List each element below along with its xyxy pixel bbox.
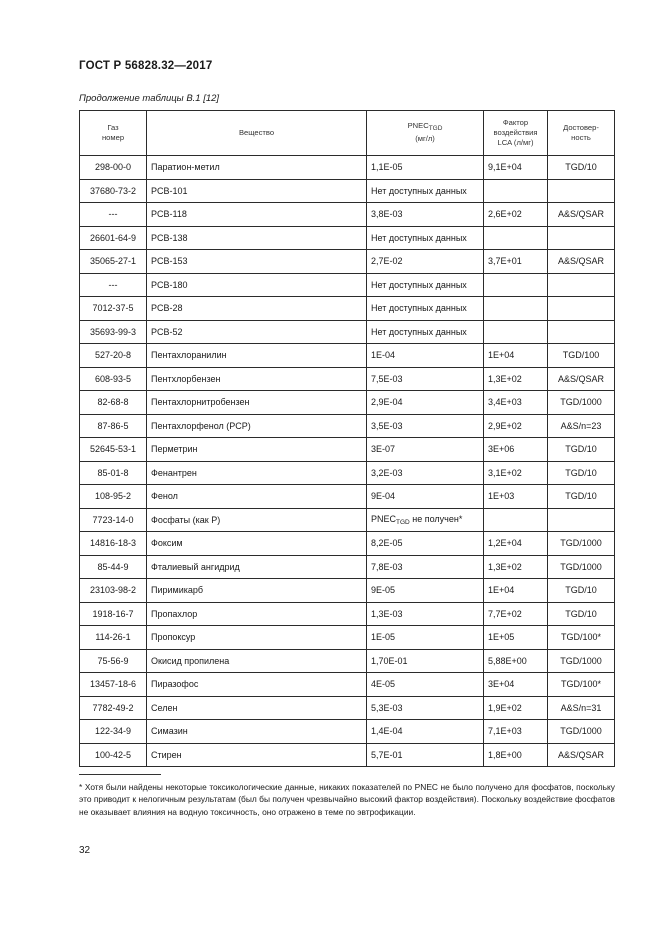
cell-pnec: 1,3E-03 xyxy=(367,602,484,626)
cell-cas: --- xyxy=(80,273,147,297)
cell-reliability: TGD/1000 xyxy=(548,720,615,744)
cell-reliability: TGD/10 xyxy=(548,602,615,626)
table-body xyxy=(80,156,615,767)
cell-pnec: 3,2E-03 xyxy=(367,461,484,485)
header-substance xyxy=(147,111,367,156)
cell-lca xyxy=(484,320,548,344)
cell-cas: 52645-53-1 xyxy=(80,438,147,462)
table-row xyxy=(80,532,615,556)
cell-lca: 1E+03 xyxy=(484,485,548,509)
cell-reliability: TGD/1000 xyxy=(548,555,615,579)
cell-pnec: Нет доступных данных xyxy=(367,226,484,250)
cell-lca: 3E+04 xyxy=(484,673,548,697)
header-lca-line3: LCA (л/мг) xyxy=(497,138,534,148)
table-row xyxy=(80,743,615,767)
cell-substance: Фоксим xyxy=(147,532,367,556)
cell-lca: 7,1E+03 xyxy=(484,720,548,744)
cell-lca xyxy=(484,273,548,297)
cell-lca xyxy=(484,297,548,321)
pnec-label: PNEC xyxy=(371,513,397,524)
cell-cas: 14816-18-3 xyxy=(80,532,147,556)
cell-substance: PCB-28 xyxy=(147,297,367,321)
cell-lca: 9,1E+04 xyxy=(484,156,548,180)
cell-substance: Стирен xyxy=(147,743,367,767)
cell-cas: 75-56-9 xyxy=(80,649,147,673)
table-row xyxy=(80,414,615,438)
cell-lca xyxy=(484,226,548,250)
cell-substance: Паратион-метил xyxy=(147,156,367,180)
cell-substance: PCB-118 xyxy=(147,203,367,227)
cell-pnec: Нет доступных данных xyxy=(367,179,484,203)
cell-cas: 35065-27-1 xyxy=(80,250,147,274)
cell-pnec xyxy=(367,508,484,532)
cell-reliability: TGD/10 xyxy=(548,438,615,462)
cell-pnec: Нет доступных данных xyxy=(367,297,484,321)
cell-cas: 114-26-1 xyxy=(80,626,147,650)
cell-substance: Пропоксур xyxy=(147,626,367,650)
pnec-note: не получен* xyxy=(409,513,463,524)
table-row xyxy=(80,391,615,415)
cell-lca: 1,3E+02 xyxy=(484,555,548,579)
table-row xyxy=(80,179,615,203)
cell-lca xyxy=(484,508,548,532)
header-lca-line1: Фактор xyxy=(502,117,529,127)
cell-cas: --- xyxy=(80,203,147,227)
table-row xyxy=(80,485,615,509)
cell-reliability: A&S/QSAR xyxy=(548,367,615,391)
cell-substance: Фосфаты (как P) xyxy=(147,508,367,532)
cell-lca: 1,2E+04 xyxy=(484,532,548,556)
header-pnec xyxy=(367,111,484,156)
header-cas xyxy=(80,111,147,156)
cell-lca: 3E+06 xyxy=(484,438,548,462)
cell-substance: Пиримикарб xyxy=(147,579,367,603)
cell-pnec: 7,5E-03 xyxy=(367,367,484,391)
header-lca xyxy=(484,111,548,156)
cell-cas: 7012-37-5 xyxy=(80,297,147,321)
cell-cas: 82-68-8 xyxy=(80,391,147,415)
cell-lca: 3,1E+02 xyxy=(484,461,548,485)
cell-pnec: 1E-04 xyxy=(367,344,484,368)
cell-pnec: 1,70E-01 xyxy=(367,649,484,673)
cell-cas: 1918-16-7 xyxy=(80,602,147,626)
cell-pnec: 3,8E-03 xyxy=(367,203,484,227)
cell-pnec: 5,3E-03 xyxy=(367,696,484,720)
cell-substance: Симазин xyxy=(147,720,367,744)
cell-pnec: 2,9E-04 xyxy=(367,391,484,415)
cell-reliability: A&S/QSAR xyxy=(548,743,615,767)
cell-cas: 23103-98-2 xyxy=(80,579,147,603)
cell-substance: Пропахлор xyxy=(147,602,367,626)
cell-cas: 608-93-5 xyxy=(80,367,147,391)
cell-reliability xyxy=(548,179,615,203)
cell-pnec: 5,7E-01 xyxy=(367,743,484,767)
page-number: 32 xyxy=(79,845,91,856)
cell-pnec: Нет доступных данных xyxy=(367,273,484,297)
table-row xyxy=(80,602,615,626)
cell-lca: 1,8E+00 xyxy=(484,743,548,767)
cell-reliability: TGD/10 xyxy=(548,156,615,180)
cell-substance: Пентхлорбензен xyxy=(147,367,367,391)
header-cas-line2: номер xyxy=(101,133,125,142)
document-header: ГОСТ Р 56828.32—2017 xyxy=(79,60,213,72)
cell-cas: 7723-14-0 xyxy=(80,508,147,532)
cell-reliability: A&S/n=23 xyxy=(548,414,615,438)
cell-substance: Селен xyxy=(147,696,367,720)
cell-lca: 5,88E+00 xyxy=(484,649,548,673)
cell-reliability: TGD/100* xyxy=(548,626,615,650)
cell-substance: PCB-153 xyxy=(147,250,367,274)
cell-lca: 3,4E+03 xyxy=(484,391,548,415)
cell-cas: 527-20-8 xyxy=(80,344,147,368)
header-lca-line2: воздействия xyxy=(493,127,538,137)
table-row xyxy=(80,438,615,462)
cell-reliability: TGD/1000 xyxy=(548,649,615,673)
cell-substance: Пиразофос xyxy=(147,673,367,697)
table-row xyxy=(80,696,615,720)
table-row xyxy=(80,273,615,297)
cell-reliability: TGD/100 xyxy=(548,344,615,368)
cell-lca: 2,9E+02 xyxy=(484,414,548,438)
cell-lca xyxy=(484,179,548,203)
table-row xyxy=(80,461,615,485)
cell-reliability: TGD/10 xyxy=(548,461,615,485)
cell-cas: 37680-73-2 xyxy=(80,179,147,203)
cell-substance: PCB-101 xyxy=(147,179,367,203)
header-pnec-label: PNEC xyxy=(407,121,429,131)
table-row xyxy=(80,226,615,250)
data-table xyxy=(79,110,615,767)
pnec-subscript: TGD xyxy=(396,518,410,526)
header-reliability xyxy=(548,111,615,156)
cell-cas: 85-44-9 xyxy=(80,555,147,579)
table-row xyxy=(80,649,615,673)
table-row xyxy=(80,344,615,368)
table-row xyxy=(80,297,615,321)
table-row xyxy=(80,579,615,603)
table-row xyxy=(80,626,615,650)
cell-substance: Пентахлорфенол (PCP) xyxy=(147,414,367,438)
cell-substance: Фенантрен xyxy=(147,461,367,485)
cell-reliability: A&S/QSAR xyxy=(548,250,615,274)
cell-pnec: 2,7E-02 xyxy=(367,250,484,274)
cell-substance: Фталиевый ангидрид xyxy=(147,555,367,579)
cell-pnec: 8,2E-05 xyxy=(367,532,484,556)
cell-reliability: TGD/10 xyxy=(548,485,615,509)
cell-pnec: 9E-04 xyxy=(367,485,484,509)
cell-reliability: A&S/n=31 xyxy=(548,696,615,720)
cell-reliability xyxy=(548,273,615,297)
cell-reliability: A&S/QSAR xyxy=(548,203,615,227)
cell-substance: PCB-138 xyxy=(147,226,367,250)
cell-pnec: 1E-05 xyxy=(367,626,484,650)
table-row xyxy=(80,367,615,391)
footnote-divider xyxy=(79,774,161,775)
cell-lca: 3,7E+01 xyxy=(484,250,548,274)
cell-substance: Пентахлорнитробензен xyxy=(147,391,367,415)
cell-reliability xyxy=(548,508,615,532)
table-row xyxy=(80,203,615,227)
header-pnec-sub: TGD xyxy=(428,125,443,133)
cell-substance: Пентахлоранилин xyxy=(147,344,367,368)
header-rel-line2: ность xyxy=(571,133,591,142)
cell-pnec: 1,1E-05 xyxy=(367,156,484,180)
cell-cas: 298-00-0 xyxy=(80,156,147,180)
cell-reliability: TGD/100* xyxy=(548,673,615,697)
cell-substance: PCB-52 xyxy=(147,320,367,344)
table-caption: Продолжение таблицы В.1 [12] xyxy=(79,93,220,104)
cell-lca: 7,7E+02 xyxy=(484,602,548,626)
cell-pnec: 9E-05 xyxy=(367,579,484,603)
table-row xyxy=(80,320,615,344)
cell-reliability: TGD/1000 xyxy=(548,391,615,415)
table-row xyxy=(80,720,615,744)
cell-cas: 85-01-8 xyxy=(80,461,147,485)
cell-pnec: 3,5E-03 xyxy=(367,414,484,438)
cell-reliability xyxy=(548,297,615,321)
header-substance-label: Вещество xyxy=(238,127,275,137)
cell-substance: Фенол xyxy=(147,485,367,509)
cell-pnec: Нет доступных данных xyxy=(367,320,484,344)
table-header-row xyxy=(80,111,615,156)
cell-reliability: TGD/10 xyxy=(548,579,615,603)
cell-substance: Перметрин xyxy=(147,438,367,462)
cell-reliability xyxy=(548,226,615,250)
table-row xyxy=(80,250,615,274)
cell-substance: Окисид пропилена xyxy=(147,649,367,673)
cell-cas: 7782-49-2 xyxy=(80,696,147,720)
cell-cas: 87-86-5 xyxy=(80,414,147,438)
cell-pnec: 3E-07 xyxy=(367,438,484,462)
cell-substance: PCB-180 xyxy=(147,273,367,297)
cell-cas: 35693-99-3 xyxy=(80,320,147,344)
header-rel-line1: Достовер- xyxy=(563,122,599,132)
cell-lca: 1E+04 xyxy=(484,579,548,603)
cell-lca: 1,3E+02 xyxy=(484,367,548,391)
cell-cas: 122-34-9 xyxy=(80,720,147,744)
cell-reliability: TGD/1000 xyxy=(548,532,615,556)
cell-lca: 1E+04 xyxy=(484,344,548,368)
cell-reliability xyxy=(548,320,615,344)
cell-cas: 108-95-2 xyxy=(80,485,147,509)
header-cas-line1: Газ xyxy=(107,122,119,132)
cell-cas: 26601-64-9 xyxy=(80,226,147,250)
table-row xyxy=(80,673,615,697)
cell-cas: 13457-18-6 xyxy=(80,673,147,697)
table-row xyxy=(80,156,615,180)
cell-pnec: 7,8E-03 xyxy=(367,555,484,579)
cell-lca: 1E+05 xyxy=(484,626,548,650)
header-pnec-unit: (мг/л) xyxy=(415,134,435,144)
table-row xyxy=(80,555,615,579)
cell-pnec: 4E-05 xyxy=(367,673,484,697)
cell-cas: 100-42-5 xyxy=(80,743,147,767)
table-row xyxy=(80,508,615,532)
cell-lca: 2,6E+02 xyxy=(484,203,548,227)
cell-lca: 1,9E+02 xyxy=(484,696,548,720)
footnote: * Хотя были найдены некоторые токсикологические данные, никаких показателей по PNEC не было получено для фосфатов, поскольку это приводит к нелогичным результатам (был бы получен чрезвычайно высокий фактор воздействия). Поскольку воздействие фосфатов не оказывает влияния на водную токсичность, оно отражено в теме по эвтрофикации. xyxy=(79,782,615,817)
cell-pnec: 1,4E-04 xyxy=(367,720,484,744)
